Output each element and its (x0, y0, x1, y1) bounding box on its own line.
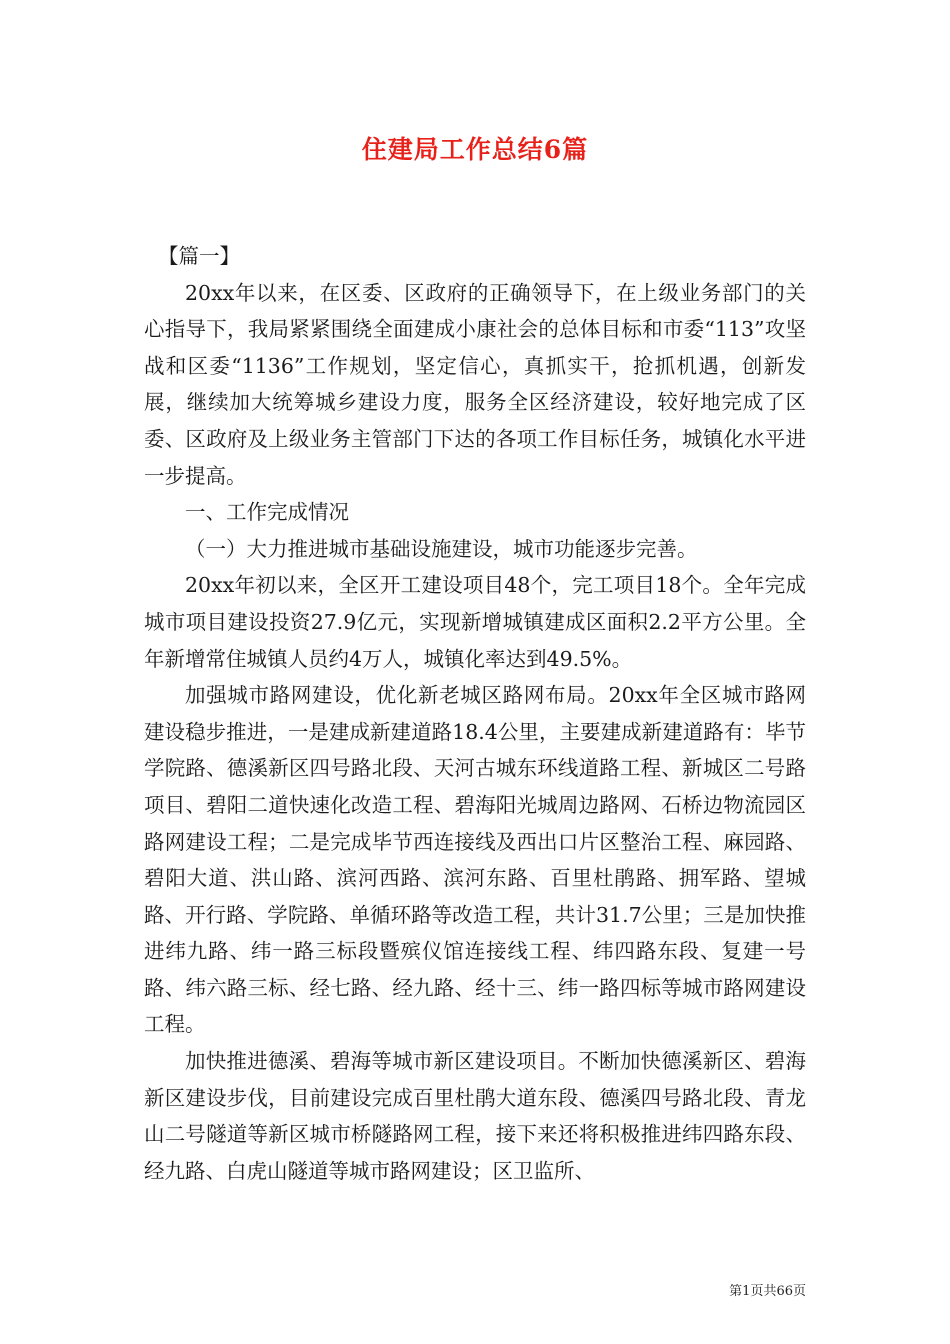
page-footer: 第1页共66页 (729, 1284, 806, 1299)
paragraph-statistics: 20xx年初以来，全区开工建设项目48个，完工项目18个。全年完成城市项目建设投资27.9亿元，实现新增城镇建成区面积2.2平方公里。全年新增常住城镇人员约4万人，城镇化率达到49.5%。 (144, 573, 806, 671)
section-heading: 一、工作完成情况 (185, 500, 349, 525)
document-body (144, 238, 806, 1189)
paragraph-intro: 20xx年以来，在区委、区政府的正确领导下，在上级业务部门的关心指导下，我局紧紧围绕全面建成小康社会的总体目标和市委“113”攻坚战和区委“1136”工作规划，坚定信心，真抓实干，抢抓机遇，创新发展，继续加大统筹城乡建设力度，服务全区经济建设，较好地完成了区委、区政府及上级业务主管部门下达的各项工作目标任务，城镇化水平进一步提高。 (144, 280, 806, 488)
paragraph-new-districts: 加快推进德溪、碧海等城市新区建设项目。不断加快德溪新区、碧海新区建设步伐，目前建设完成百里杜鹃大道东段、德溪四号路北段、青龙山二号隧道等新区城市桥隧路网工程，接下来还将积极推进纬四路东段、经九路、白虎山隧道等城市路网建设；区卫监所、 (144, 1049, 806, 1183)
paragraph-road-network: 加强城市路网建设，优化新老城区路网布局。20xx年全区城市路网建设稳步推进，一是建成新建道路18.4公里，主要建成新建道路有：毕节学院路、德溪新区四号路北段、天河古城东环线道路工程、新城区二号路项目、碧阳二道快速化改造工程、碧海阳光城周边路网、石桥边物流园区路网建设工程；二是完成毕节西连接线及西出口片区整治工程、麻园路、碧阳大道、洪山路、滨河西路、滨河东路、百里杜鹃路、拥军路、望城路、开行路、学院路、单循环路等改造工程，共计31.7公里；三是加快推进纬九路、纬一路三标段暨殡仪馆连接线工程、纬四路东段、复建一号路、纬六路三标、经七路、经九路、经十三、纬一路四标等城市路网建设工程。 (144, 683, 806, 1037)
section-label: 【篇一】 (158, 244, 240, 268)
subsection-heading: （一）大力推进城市基础设施建设，城市功能逐步完善。 (185, 536, 698, 561)
document-title: 住建局工作总结6篇 (361, 135, 589, 164)
